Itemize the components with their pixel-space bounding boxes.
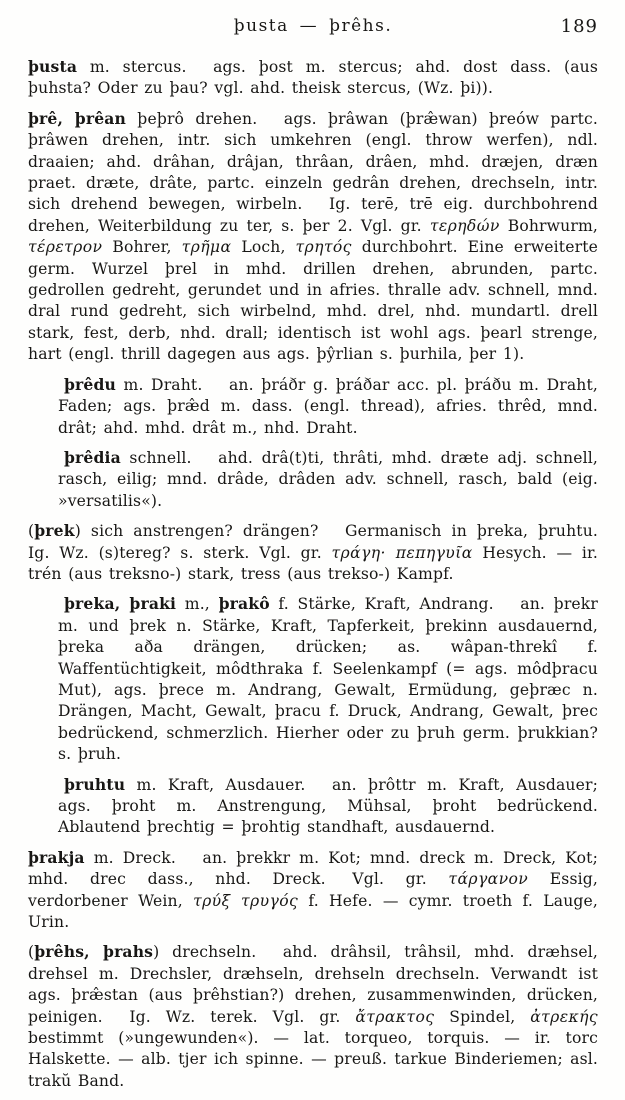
headword: þrê, þrêan (28, 108, 127, 128)
entry-text: m. stercus. (77, 58, 187, 76)
entry-text: schnell. (120, 448, 192, 467)
greek-text: τρῆμα (181, 238, 232, 257)
entry-text: Bohrwurm, (499, 216, 598, 235)
page-number: 189 (560, 16, 598, 37)
entry-text: ahd. drâhsil, trâhsil, mhd. dræhsel, drehsel m. Drechsler, dræhseln, drehseln drechseln. Verwandt ist ags. þræ̂stan (aus þrêhstian?) drehen, zusammenwinden, drücken, peinigen. (28, 943, 598, 1026)
greek-text: τρύξ τρυγός (193, 891, 299, 910)
entry-text: Ig. Wz. terek. Vgl. gr. (129, 1007, 356, 1026)
entry-text: m. Dreck. (84, 848, 176, 867)
dictionary-entry (28, 447, 598, 512)
dictionary-entry (28, 774, 598, 839)
entry-text: an. þráðr g. þráðar acc. pl. þráðu m. Draht, Faden; ags. þræ̂d m. dass. (engl. thread), afries. thrêd, mnd. drât; ahd. mhd. drât m., nhd. Draht. (58, 375, 598, 437)
dictionary-entry (28, 593, 598, 765)
entry-text: m. Draht. (116, 375, 203, 394)
dictionary-entry (28, 56, 598, 100)
entry-text: an. þrekkr m. Kot; mnd. dreck m. Dreck, Kot; mhd. drec dass., nhd. Dreck. (28, 848, 598, 889)
headword: þrêhs, þrahs (34, 942, 154, 962)
dictionary-entry (28, 520, 598, 585)
entries (28, 56, 598, 1100)
entry-text: ags. þrâwan (þræ̂wan) þreów partc. þrâwen drehen, intr. sich umkehren (engl. throw werfen), ndl. draaien; ahd. drâhan, drâjan, thrâan, drâen, mhd. dræjen, dræn praet. dræte, drâte, partc. einzeln gedrân drehen, drechseln, intr. sich drehend bewegen, wirbeln. (28, 109, 598, 214)
headword: þusta (28, 57, 78, 76)
headword: þrek (34, 521, 75, 541)
entry-text: Germanisch in þreka, þruhtu. Ig. Wz. (s)tereg? s. sterk. Vgl. gr. (28, 522, 598, 562)
entry-text: Ig. terē, trē eig. durchbohrend drehen, Weiterbildung zu ter, s. þer 2. Vgl. gr. (28, 195, 598, 235)
entry-text: Spindel, (434, 1007, 531, 1026)
headword: þrakô (218, 594, 270, 614)
entry-text: þeþrô drehen. (126, 109, 258, 128)
dictionary-entry (28, 941, 598, 1092)
entry-text: f. Stärke, Kraft, Andrang. (269, 595, 494, 614)
entry-text: bestimmt (»ungewunden«). — lat. torqueo, torquis. — ir. torc Halskette. — alb. tjer ich spinne. — preuß. tarkue Binderiemen; asl. trakŭ Band. (28, 1029, 598, 1090)
entry-text: m., (176, 595, 219, 614)
greek-text: ἄτρακτος (355, 1007, 435, 1026)
headword: þreka, þraki (64, 594, 177, 614)
greek-text: τρητός (295, 238, 352, 257)
entry-text: ) drechseln. (153, 943, 257, 962)
headword: þrakja (28, 847, 85, 867)
entry-text: ( (28, 943, 35, 962)
headword: þrêdia (64, 447, 121, 467)
entry-text: Hesych. — ir. trén (aus treksno-) stark, tress (aus trekso-) Kampf. (28, 543, 599, 583)
entry-text: ( (28, 522, 35, 541)
dictionary-entry (28, 374, 598, 439)
entry-text: ahd. drâ(t)ti, thrâti, mhd. dræte adj. schnell, rasch, eilig; mnd. drâde, drâden adv. schnell, rasch, bald (eig. »versatilis«). (58, 448, 598, 510)
greek-text: ἀτρεκής (530, 1007, 598, 1026)
entry-text: Bohrer, (102, 238, 182, 257)
entry-text: Loch, (231, 238, 296, 257)
headword: þruhtu (64, 774, 126, 794)
greek-text: τάργανον (448, 870, 529, 889)
entry-text: f. Hefe. — cymr. troeth f. Lauge, Urin. (28, 891, 599, 932)
dictionary-entry (28, 847, 598, 934)
page-header-title: þusta — þrêhs. (233, 16, 393, 36)
entry-text: ) sich anstrengen? drängen? (74, 522, 319, 541)
running-head (28, 16, 598, 42)
greek-text: τερηδών (429, 216, 500, 235)
entry-text: ags. þost m. stercus; ahd. dost dass. (aus þuhsta? Oder zu þau? vgl. ahd. theisk stercus, (Wz. þi)). (28, 58, 598, 98)
entry-text: an. þrekr m. und þrek n. Stärke, Kraft, Tapferkeit, þrekinn ausdauernd, þreka aða drängen, drücken; as. wâpan-threkî f. Waffentüchtigkeit, môdthraka f. Seelenkampf (= ags. môdþracu Mut), ags. þrece m. Andrang, Gewalt, Ermüdung, geþræc n. Drängen, Macht, Gewalt, þracu f. Druck, Andrang, Gewalt, þrec bedrückend, schmerzlich. Hierher oder zu þruh germ. þrukkian? s. þruh. (58, 595, 598, 764)
entry-text: m. Kraft, Ausdauer. (125, 775, 306, 794)
entry-text: Vgl. gr. (352, 870, 449, 889)
entry-text: Essig, verdorbener Wein, (28, 870, 598, 910)
headword: þrêdu (64, 374, 117, 394)
greek-text: τέρετρον (28, 238, 103, 257)
greek-text: τράγη· πεπηγυῖα (331, 543, 473, 562)
entry-text: an. þrôttr m. Kraft, Ausdauer; ags. þroht m. Anstrengung, Mühsal, þroht bedrückend. Ablautend þrechtig = þrohtig standhaft, ausdauernd. (58, 775, 598, 837)
dictionary-entry (28, 108, 598, 366)
entry-text: durchbohrt. Eine erweiterte germ. Wurzel þrel in mhd. drillen drehen, abrunden, partc. gedrollen gedreht, gerundet und in afries. thralle adv. schnell, mnd. dral rund gedreht, sich wirbelnd, mhd. drel, nhd. mundartl. drell stark, fest, derb, nhd. drall; identisch ist wohl ags. þearl strenge, hart (engl. thrill dagegen aus ags. þŷrlian s. þurhila, þer 1). (28, 238, 599, 364)
